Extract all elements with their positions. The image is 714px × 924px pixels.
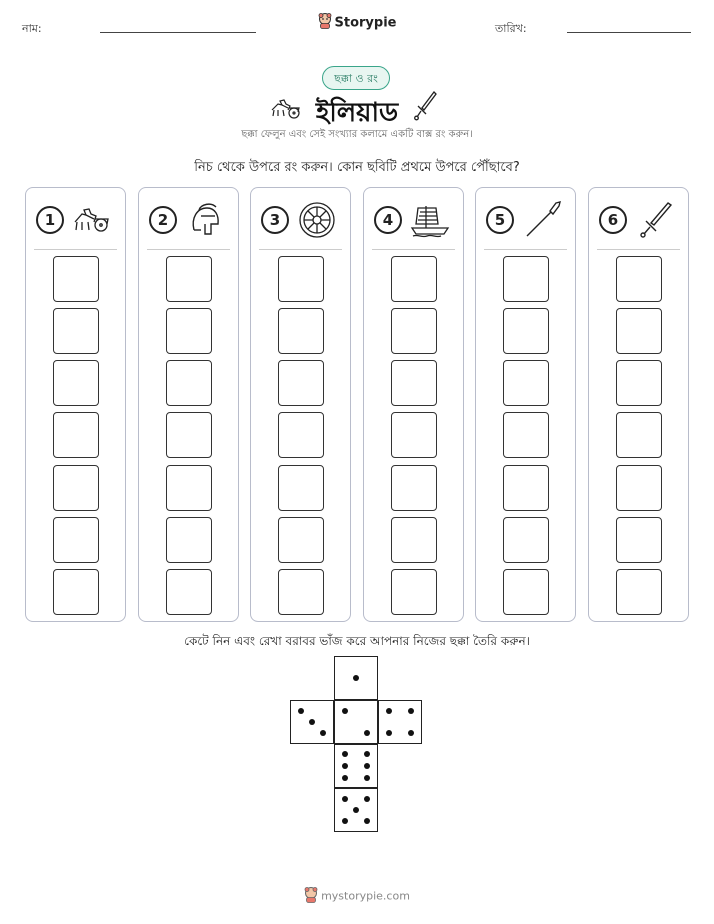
die-pip [364,775,370,781]
color-box[interactable] [278,256,324,302]
column-divider [372,249,455,250]
die-face-4 [378,700,422,744]
color-box[interactable] [53,517,99,563]
die-pip [353,675,359,681]
column-1 [25,187,126,622]
color-box[interactable] [53,256,99,302]
color-box[interactable] [278,517,324,563]
die-net [290,656,424,836]
column-divider [147,249,230,250]
color-box[interactable] [503,308,549,354]
sword-icon [635,200,675,240]
color-box[interactable] [616,308,662,354]
color-box[interactable] [503,412,549,458]
color-box[interactable] [166,308,212,354]
color-box[interactable] [166,517,212,563]
name-label: নাম: [22,22,42,35]
die-pip [353,807,359,813]
color-box[interactable] [616,412,662,458]
color-box[interactable] [166,412,212,458]
die-pip [408,708,414,714]
die-pip [364,763,370,769]
color-box[interactable] [53,569,99,615]
storypie-mascot-icon [304,887,318,906]
column-number: 1 [36,206,64,234]
die-face-3 [290,700,334,744]
date-label: তারিখ: [495,22,527,35]
column-number: 6 [599,206,627,234]
color-box[interactable] [278,569,324,615]
color-box[interactable] [166,360,212,406]
column-number: 2 [149,206,177,234]
die-pip [309,719,315,725]
sword-icon [414,90,438,124]
color-box[interactable] [503,517,549,563]
die-pip [298,708,304,714]
column-5 [475,187,576,622]
color-box[interactable] [166,569,212,615]
shield-icon [297,200,337,240]
color-box[interactable] [391,308,437,354]
die-pip [386,730,392,736]
page-title: ইলিয়াড [315,98,399,128]
color-box[interactable] [391,412,437,458]
die-pip [342,775,348,781]
helmet-icon [185,200,225,240]
column-divider [484,249,567,250]
color-box[interactable] [503,569,549,615]
die-face-1 [334,656,378,700]
color-box[interactable] [391,517,437,563]
die-pip [342,796,348,802]
column-divider [597,249,680,250]
die-pip [408,730,414,736]
die-pip [342,708,348,714]
color-box[interactable] [616,569,662,615]
die-face-6 [334,744,378,788]
chariot-icon [72,200,112,240]
color-box[interactable] [616,256,662,302]
brand-name: Storypie [334,15,397,31]
color-box[interactable] [278,465,324,511]
die-face-2 [334,700,378,744]
subtitle: ছক্কা ফেলুন এবং সেই সংখ্যার কলামে একটি বাক্স রং করুন। [241,129,473,140]
color-box[interactable] [278,412,324,458]
color-box[interactable] [616,517,662,563]
column-number: 3 [261,206,289,234]
die-pip [364,796,370,802]
spear-icon [522,200,562,240]
die-pip [342,751,348,757]
cut-instruction: কেটে নিন এবং রেখা বরাবর ভাঁজ করে আপনার নিজের ছক্কা তৈরি করুন। [184,634,530,648]
column-6 [588,187,689,622]
die-pip [320,730,326,736]
color-box[interactable] [53,465,99,511]
ship-icon [410,200,450,240]
die-pip [342,763,348,769]
column-4 [363,187,464,622]
date-line[interactable] [567,32,691,33]
instruction: নিচ থেকে উপরে রং করুন। কোন ছবিটি প্রথমে উপরে পৌঁছাবে? [194,160,520,175]
column-divider [34,249,117,250]
color-box[interactable] [391,569,437,615]
color-box[interactable] [53,308,99,354]
die-pip [364,751,370,757]
storypie-mascot-icon [318,13,332,33]
color-box[interactable] [278,308,324,354]
die-pip [364,730,370,736]
game-type-badge: ছক্কা ও রং [322,66,390,90]
color-box[interactable] [391,360,437,406]
die-pip [364,818,370,824]
color-box[interactable] [166,465,212,511]
column-divider [259,249,342,250]
brand-logo [0,13,714,33]
color-box[interactable] [503,465,549,511]
color-box[interactable] [53,412,99,458]
color-box[interactable] [391,465,437,511]
footer [0,887,714,906]
color-box[interactable] [616,360,662,406]
color-box[interactable] [391,256,437,302]
die-pip [386,708,392,714]
die-face-5 [334,788,378,832]
column-number: 5 [486,206,514,234]
color-box[interactable] [53,360,99,406]
color-box[interactable] [503,360,549,406]
die-pip [342,818,348,824]
color-box[interactable] [166,256,212,302]
footer-url[interactable]: mystorypie.com [321,889,410,903]
column-number: 4 [374,206,402,234]
column-2 [138,187,239,622]
color-box[interactable] [616,465,662,511]
color-box[interactable] [503,256,549,302]
color-box[interactable] [278,360,324,406]
column-3 [250,187,351,622]
